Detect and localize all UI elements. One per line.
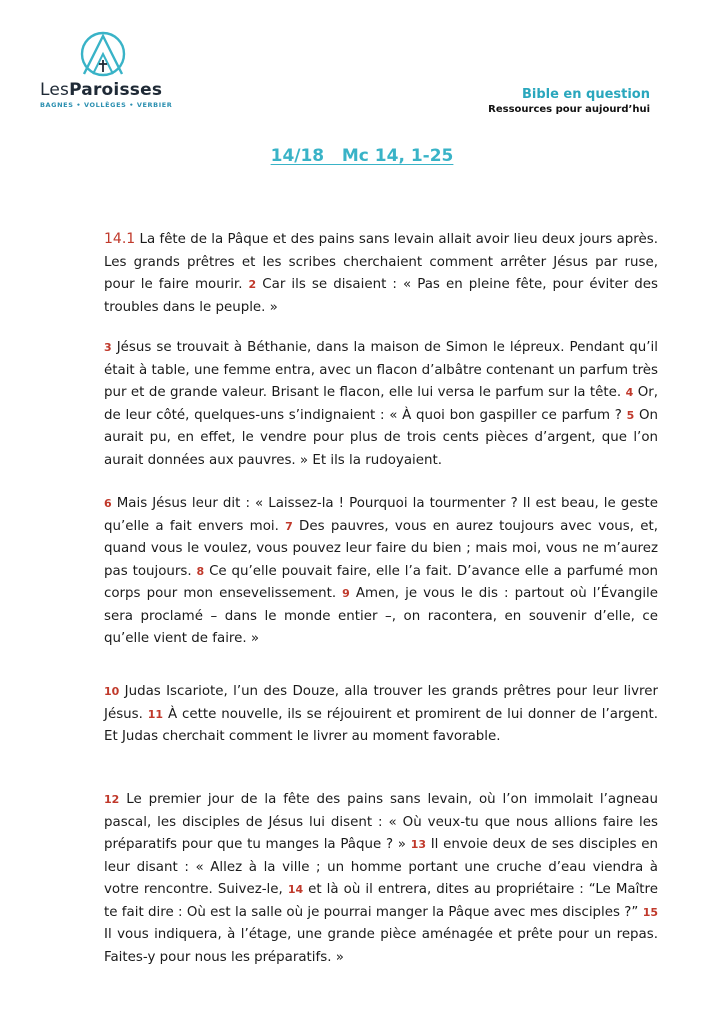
verse-number: 14.1 bbox=[104, 231, 136, 247]
verse-text: Des pauvres, vous en aurez toujours avec vous, et, quand vous le voulez, vous pouvez leur faire du bien ; mais moi, vous ne m’aurez pas toujours. bbox=[104, 518, 659, 579]
verse-text: et là où il entrera, dites au propriétaire : “Le Maître te fait dire : Où est la salle où je pourrai manger la Pâque avec mes disciples ?” bbox=[104, 882, 658, 920]
logo-word-les: Les bbox=[40, 80, 70, 100]
verse-number: 11 bbox=[147, 707, 164, 721]
page-title: 14/18 Mc 14, 1-25 bbox=[270, 146, 454, 166]
verse-text: Il envoie deux de ses disciples en leur disant : « Allez à la ville ; un homme portant une cruche d’eau viendra à votre rencontre. Suivez-le, bbox=[104, 837, 658, 897]
series-tagline: Ressources pour aujourd’hui bbox=[488, 104, 650, 115]
page-title-wrapper bbox=[0, 146, 724, 166]
passage-paragraph bbox=[104, 493, 658, 651]
passage-paragraph bbox=[104, 228, 658, 319]
verse-number: 4 bbox=[625, 386, 634, 399]
verse-text: On aurait pu, en effet, le vendre pour plus de trois cents pièces d’argent, que l’on aurait données aux pauvres. » Et ils la rudoyaient. bbox=[104, 407, 658, 468]
verse-number: 10 bbox=[104, 685, 120, 698]
verse-number: 9 bbox=[342, 587, 350, 600]
verse-number: 2 bbox=[248, 278, 257, 291]
passage-paragraph bbox=[104, 789, 658, 969]
verse-number: 8 bbox=[196, 564, 205, 578]
verse-text: Il vous indiquera, à l’étage, une grande pièce aménagée et prête pour un repas. Faites-y pour nous les préparatifs. » bbox=[104, 927, 658, 965]
verse-number: 12 bbox=[104, 793, 120, 806]
verse-number: 13 bbox=[410, 838, 426, 851]
passage-paragraph bbox=[104, 337, 658, 472]
verse-text: Mais Jésus leur dit : « Laissez-la ! Pourquoi la tourmenter ? Il est beau, le geste qu’elle a fait envers moi. bbox=[104, 496, 658, 534]
logo-word-paroisses: Paroisses bbox=[69, 80, 163, 100]
verse-text: Jésus se trouvait à Béthanie, dans la maison de Simon le lépreux. Pendant qu’il était à table, une femme entra, avec un flacon d’albâtre contenant un parfum très pur et de grande valeur. Brisant le flacon, elle lui versa le parfum sur la tête. bbox=[104, 340, 658, 400]
logo-subtitle: BAGNES • VOLLÈGES • VERBIER bbox=[40, 101, 173, 109]
verse-text: Or, de leur côté, quelques-uns s’indignaient : « À quoi bon gaspiller ce parfum ? bbox=[104, 385, 658, 423]
passage-paragraph bbox=[104, 681, 658, 749]
verse-text: La fête de la Pâque et des pains sans levain allait avoir lieu deux jours après. Les grands prêtres et les scribes cherchaient comment arrêter Jésus par ruse, pour le faire mourir. bbox=[104, 232, 658, 292]
verse-number: 3 bbox=[104, 341, 112, 354]
series-title: Bible en question bbox=[521, 87, 650, 102]
parish-logo bbox=[40, 30, 180, 109]
verse-number: 7 bbox=[285, 519, 293, 533]
verse-text: Judas Iscariote, l’un des Douze, alla trouver les grands prêtres pour leur livrer Jésus. bbox=[104, 684, 658, 722]
verse-text: Car ils se disaient : « Pas en pleine fête, pour éviter des troubles dans le peuple. » bbox=[104, 277, 658, 315]
verse-number: 6 bbox=[104, 497, 112, 510]
verse-number: 5 bbox=[626, 408, 635, 422]
verse-number: 15 bbox=[642, 905, 658, 919]
verse-text: Amen, je vous le dis : partout où l’Évangile sera proclamé – dans le monde entier –, on racontera, en souvenir d’elle, ce qu’elle vient de faire. » bbox=[104, 586, 658, 646]
logo-mark-icon bbox=[78, 30, 128, 78]
verse-text: Ce qu’elle pouvait faire, elle l’a fait. D’avance elle a parfumé mon corps pour mon ensevelissement. bbox=[104, 563, 659, 601]
verse-text: À cette nouvelle, ils se réjouirent et promirent de lui donner de l’argent. Et Judas cherchait comment le livrer au moment favorable. bbox=[104, 706, 658, 744]
verse-number: 14 bbox=[287, 883, 304, 896]
header-series bbox=[488, 86, 650, 116]
verse-text: Le premier jour de la fête des pains sans levain, où l’on immolait l’agneau pascal, les disciples de Jésus lui disent : « Où veux-tu que nous allions faire les préparatifs pour que tu manges la Pâque ? » bbox=[104, 792, 658, 852]
